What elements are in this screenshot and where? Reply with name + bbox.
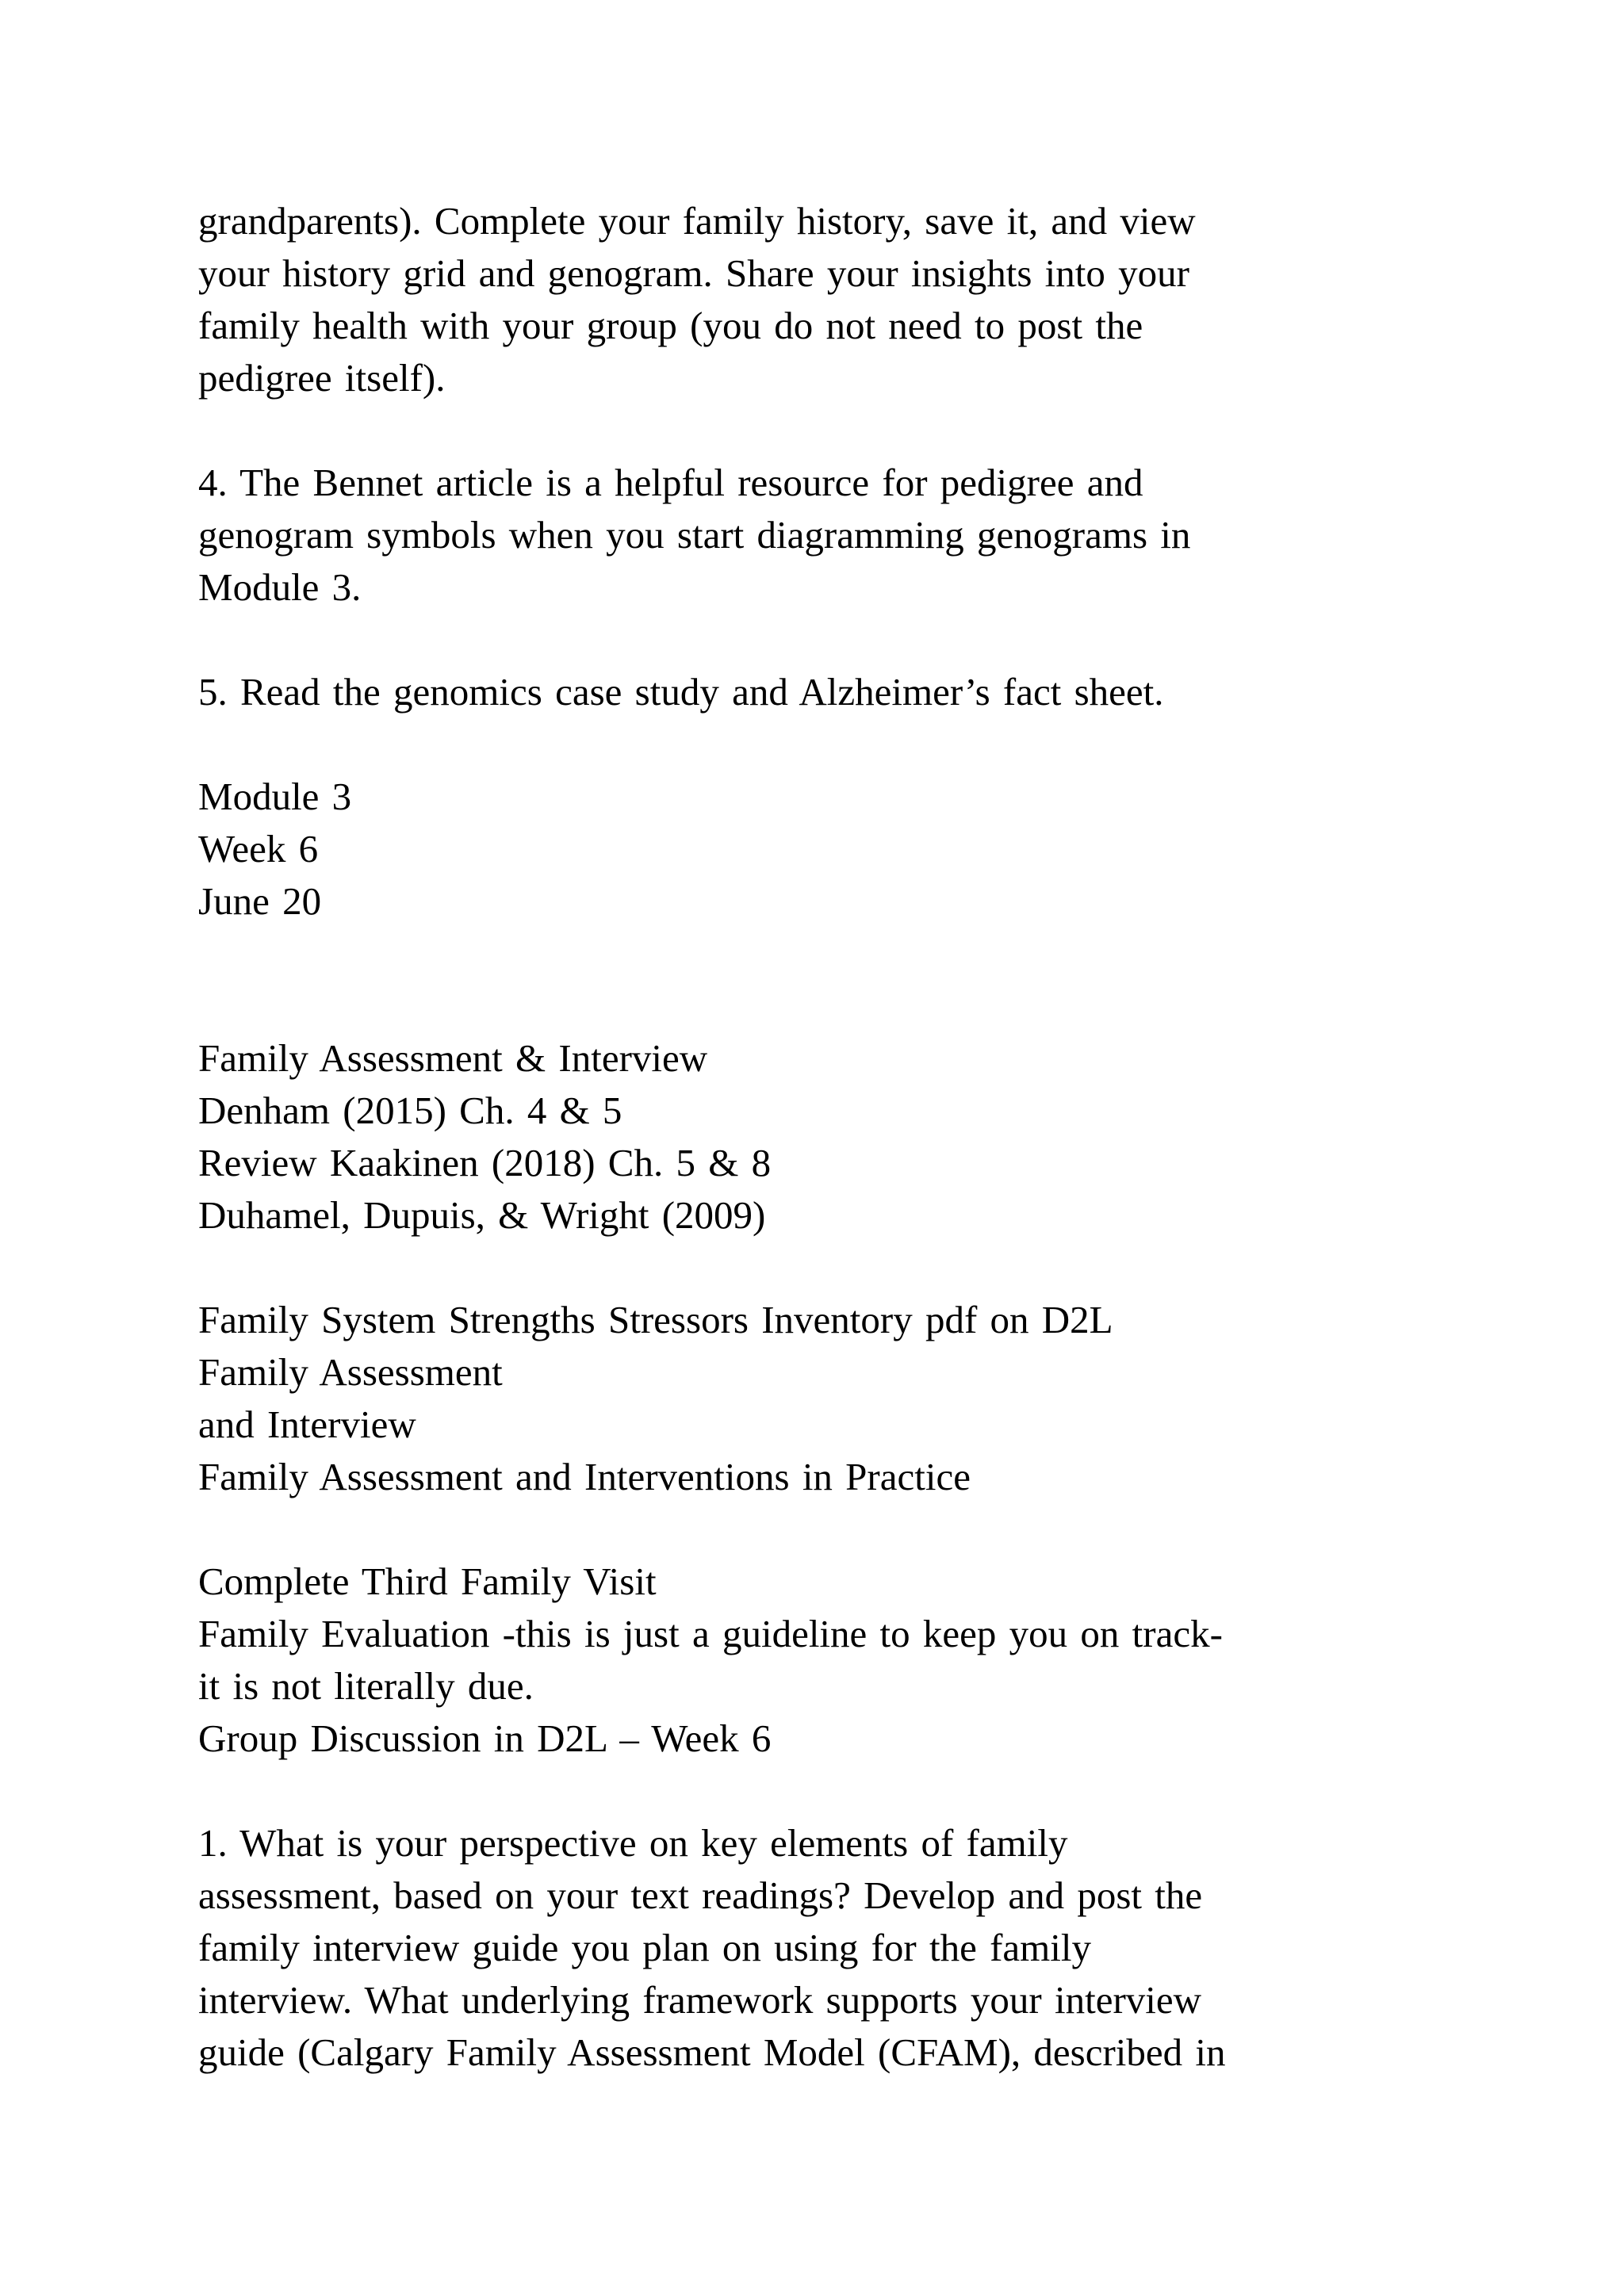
resource-item: and Interview — [198, 1402, 416, 1446]
reading-item: Review Kaakinen (2018) Ch. 5 & 8 — [198, 1141, 772, 1184]
assignment-item: it is not literally due. — [198, 1664, 534, 1708]
resource-item: Family Assessment — [198, 1350, 503, 1394]
resource-item: Family System Strengths Stressors Inventory pdf on D2L — [198, 1298, 1113, 1341]
blank-line — [198, 718, 1562, 771]
week-label: Week 6 — [198, 827, 319, 871]
blank-line — [198, 1765, 1562, 1817]
text-line: pedigree itself). — [198, 356, 446, 400]
question-text: guide (Calgary Family Assessment Model (CFAM), described in — [198, 2030, 1226, 2074]
question-text: family interview guide you plan on using for the family — [198, 1926, 1092, 1969]
blank-line — [198, 980, 1562, 1032]
reading-item: Duhamel, Dupuis, & Wright (2009) — [198, 1193, 766, 1237]
text-line: genogram symbols when you start diagramming genograms in — [198, 513, 1191, 557]
module-label: Module 3 — [198, 775, 352, 818]
text-line: 5. Read the genomics case study and Alzheimer’s fact sheet. — [198, 670, 1164, 714]
blank-line — [198, 1503, 1562, 1556]
reading-item: Denham (2015) Ch. 4 & 5 — [198, 1089, 622, 1132]
text-line: 4. The Bennet article is a helpful resource for pedigree and — [198, 461, 1143, 504]
topic-title: Family Assessment & Interview — [198, 1036, 708, 1080]
resource-item: Family Assessment and Interventions in Practice — [198, 1455, 971, 1498]
text-line: grandparents). Complete your family history, save it, and view — [198, 199, 1196, 243]
blank-line — [198, 614, 1562, 666]
blank-line — [198, 404, 1562, 457]
assignment-item: Group Discussion in D2L – Week 6 — [198, 1716, 772, 1760]
document-text — [198, 195, 1562, 2079]
question-text: assessment, based on your text readings? Develop and post the — [198, 1873, 1203, 1917]
question-text: interview. What underlying framework supports your interview — [198, 1978, 1202, 2022]
assignment-item: Family Evaluation -this is just a guideline to keep you on track- — [198, 1612, 1223, 1655]
blank-line — [198, 1242, 1562, 1294]
text-line: family health with your group (you do not need to post the — [198, 304, 1143, 347]
date-label: June 20 — [198, 879, 322, 923]
text-line: Module 3. — [198, 565, 362, 609]
blank-line — [198, 928, 1562, 980]
question-text: 1. What is your perspective on key elements of family — [198, 1821, 1068, 1865]
assignment-item: Complete Third Family Visit — [198, 1559, 657, 1603]
text-line: your history grid and genogram. Share your insights into your — [198, 251, 1189, 295]
